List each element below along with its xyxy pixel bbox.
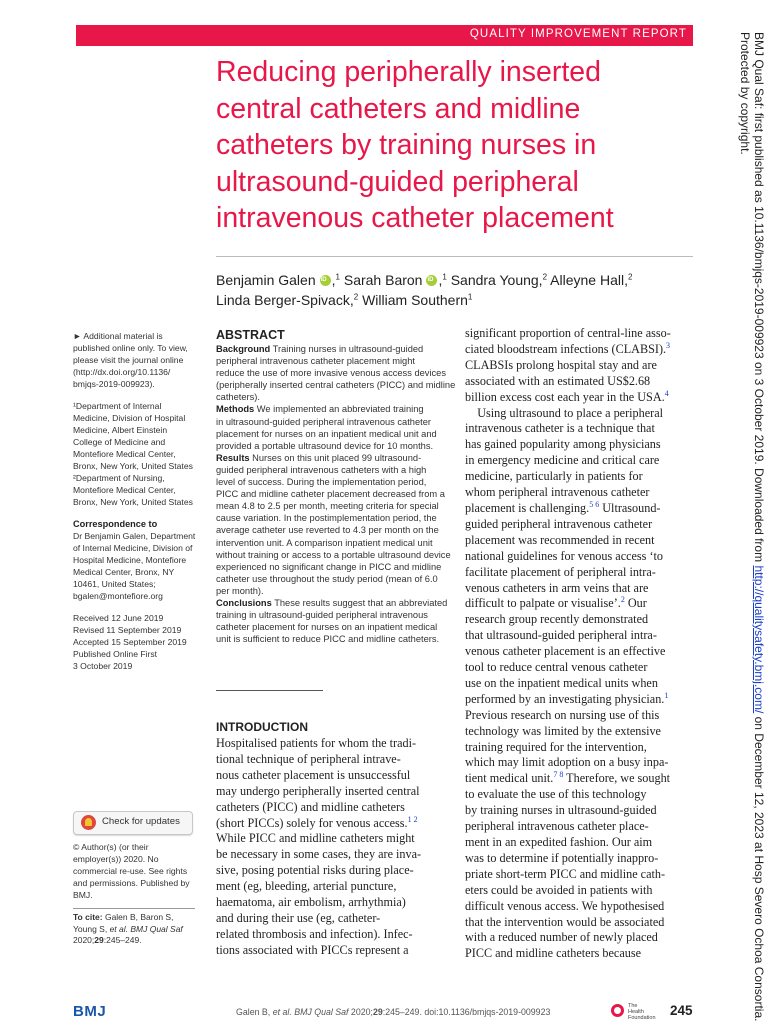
abstract-line: PICC and midline catheter placement decreased from a — [216, 489, 445, 500]
affil-line: College of Medicine and — [73, 437, 166, 447]
body-line: Previous research on nursing use of this — [465, 707, 660, 722]
cite-journal: et al. BMJ Qual Saf — [109, 923, 183, 934]
affil-line: ²Department of Nursing, — [73, 473, 165, 483]
abstract-line: reduce the use of more invasive venous access devices — [216, 368, 446, 379]
abstract-line: experienced no significant change in PICC and midline — [216, 561, 442, 572]
banner-label: QUALITY IMPROVEMENT REPORT — [469, 28, 687, 40]
abstract-line: (peripherally inserted central catheters (PICC) and midline — [216, 380, 456, 391]
reference-link[interactable]: 1 2 — [407, 814, 418, 824]
author-name[interactable]: William Southern — [362, 292, 468, 308]
cite-text: 2020; — [73, 935, 95, 945]
spacer — [73, 390, 203, 400]
cite-text: Galen B, Baron S, — [102, 912, 174, 922]
author-line — [216, 290, 632, 310]
abstract-line: intervention unit. A comparison inpatient medical unit — [216, 537, 433, 548]
body-line: billion excess cost each year in the USA. — [465, 389, 665, 404]
body-line: has gained popularity among physicians — [465, 437, 661, 452]
cite-text: Young S, — [73, 923, 110, 934]
body-line: placement is challenging. — [465, 500, 590, 515]
body-line: that the intervention would be associated — [465, 914, 665, 929]
correspondence-heading: Correspondence to — [73, 519, 158, 529]
abstract-line: level of success. During the implementation period, — [216, 477, 427, 488]
body-line: venous catheter placement is an effective — [465, 644, 666, 659]
health-foundation-logo-icon — [611, 1004, 624, 1017]
copyright-line: commercial re-use. See rights — [73, 866, 188, 876]
date-line: Accepted 15 September 2019 — [73, 637, 187, 647]
abstract-line: cause variation. In the postimplementation period, the — [216, 513, 437, 524]
affil-line: Medicine, Albert Einstein — [73, 425, 168, 435]
footer-journal: et al. BMJ Qual Saf — [272, 1007, 349, 1017]
sidebar-text: BMJ Qual Saf: first published as 10.1136/bmjqs-2019-009923 on 3 October 2019. Downloaded from — [752, 32, 766, 566]
body-line: venous catheters in arm veins that are — [465, 580, 649, 595]
section-banner — [76, 25, 693, 46]
affil-sup: 2 — [627, 272, 633, 282]
body-line: tional technique of peripheral intrave- — [216, 751, 401, 766]
introduction-section — [216, 718, 448, 959]
abstract-line: without training or access to a portable ultrasound device — [216, 549, 451, 560]
abstract-line: mean 4.8 to 2.5 per month, meeting criteria for special — [216, 501, 439, 512]
body-line: was to determine if potentially inappro- — [465, 850, 659, 865]
body-line: research group recently demonstrated — [465, 612, 649, 627]
body-line: Ultrasound- — [599, 500, 661, 515]
copyright-line: and permissions. Published by — [73, 878, 190, 888]
abstract-line: training in ultrasound-guided peripheral intravenous — [216, 610, 428, 621]
body-line: technology was limited by the extensive — [465, 723, 661, 738]
abstract-line: Training nurses in ultrasound-guided — [270, 344, 424, 354]
author-line: Benjamin GaleniD ,$^1$ Sarah BaroniD ,$^1$ Sandra Young,$^2$ Alleyne Hall,$^2$ — [216, 270, 632, 290]
download-sidebar — [736, 32, 766, 1022]
article-title — [216, 54, 696, 237]
body-line: peripheral intravenous catheter place- — [465, 819, 649, 834]
body-line: be necessary in some cases, they are inva- — [216, 847, 422, 862]
right-body-column — [465, 326, 695, 962]
author-name[interactable]: Benjamin Galen — [216, 272, 316, 288]
affil-sup: 1 — [335, 272, 340, 282]
date-line: Received 12 June 2019 — [73, 613, 164, 623]
body-line: associated with an estimated US$2.68 — [465, 373, 651, 388]
footer-text: :245–249. doi:10.1136/bmjqs-2019-009923 — [382, 1007, 551, 1017]
affil-sup: 2 — [353, 292, 359, 302]
copyright-line: © Author(s) (or their — [73, 842, 149, 852]
title-divider — [216, 256, 693, 257]
title-line: Reducing peripherally inserted — [216, 56, 601, 88]
title-line: intravenous catheter placement — [216, 202, 614, 234]
body-line: difficult venous access. We hypothesised — [465, 898, 665, 913]
note-line: bmjqs-2019-009923). — [73, 379, 155, 389]
correspondence — [73, 530, 203, 602]
body-line: eters could be avoided in patients with — [465, 882, 653, 897]
methods-label: Methods — [216, 404, 255, 415]
body-line: ment in an expedited fashion. Our aim — [465, 835, 653, 849]
orcid-icon[interactable] — [426, 275, 437, 286]
sidebar-text: on December 12, 2023 at Hosp Severo Ochoa Consortia. — [752, 713, 766, 1022]
download-notice — [738, 32, 766, 1021]
affil-line: Montefiore Medical Center, — [73, 449, 176, 459]
affil-sup: 1 — [442, 272, 447, 282]
abstract-line: catheter use throughout the study period (mean of 6.0 — [216, 573, 438, 584]
health-foundation-wordmark — [628, 1003, 656, 1021]
corr-email[interactable]: bgalen@montefiore.org — [73, 591, 163, 601]
date-line: Published Online First — [73, 649, 158, 659]
logo-word: Health — [628, 1009, 644, 1015]
sidebar-text: Protected by copyright. — [738, 32, 752, 155]
abstract-heading: ABSTRACT — [216, 328, 285, 342]
footer-text: Galen B, — [236, 1007, 273, 1017]
page-number: 245 — [670, 1003, 693, 1018]
date-line: Revised 11 September 2019 — [73, 625, 182, 635]
body-line: sive, posing potential risks during place- — [216, 863, 414, 878]
note-line: ► Additional material is — [73, 331, 163, 341]
corr-line: 10461, United States; — [73, 579, 156, 589]
body-line: catheters (PICC) and midline catheters — [216, 799, 405, 814]
citation-box — [73, 908, 195, 947]
abstract-line: per month). — [216, 585, 264, 596]
author-list — [216, 270, 632, 310]
abstract-line: Nurses on this unit placed 99 ultrasound- — [249, 452, 422, 463]
body-line: Using ultrasound to place a peripheral — [465, 405, 663, 420]
affil-line: Bronx, New York, United States — [73, 497, 193, 507]
title-line: central catheters and midline — [216, 92, 581, 125]
corr-line: Medical Center, Bronx, NY — [73, 567, 175, 577]
corr-line: Dr Benjamin Galen, Department — [73, 531, 196, 541]
body-line: ciated bloodstream infections (CLABSI). — [465, 341, 667, 356]
copyright-line: BMJ. — [73, 890, 93, 900]
author-name[interactable]: Sarah Baron — [343, 272, 423, 288]
body-line: national guidelines for venous access ‘to — [465, 548, 663, 563]
body-line: (short PICCs) solely for venous access. — [216, 815, 408, 830]
title-line: ultrasound-guided peripheral — [216, 165, 579, 198]
cite-volume: 29 — [94, 935, 104, 945]
abstract-line: peripheral intravenous catheter placement might — [216, 356, 415, 367]
abstract-line: These results suggest that an abbreviated — [271, 597, 448, 608]
abstract — [216, 328, 456, 645]
logo-word: The — [628, 1003, 638, 1009]
journal-link[interactable]: http://qualitysafety.bmj.com/ — [752, 565, 766, 714]
body-line: priate short-term PICC and midline cath- — [465, 866, 666, 881]
copyright-line: employer(s)) 2020. No — [73, 854, 159, 864]
background-label: Background — [216, 344, 271, 354]
body-line: nous catheter placement is unsuccessful — [216, 767, 411, 782]
abstract-line: catheters). — [216, 392, 260, 403]
body-line: guided peripheral intravenous catheter — [465, 516, 653, 531]
body-line: significant proportion of central-line asso- — [465, 326, 671, 340]
note-line: please visit the journal online — [73, 355, 184, 365]
body-line: with a reduced number of newly placed — [465, 930, 658, 945]
abstract-line: placement for nurses on an inpatient medical unit and — [216, 428, 437, 439]
body-line: Hospitalised patients for whom the tradi- — [216, 736, 417, 750]
footer-text: 2020; — [348, 1007, 373, 1017]
orcid-icon[interactable] — [320, 275, 331, 286]
body-line: medicine, particularly in patients for — [465, 469, 643, 484]
logo-word: Foundation — [628, 1015, 656, 1021]
author-name[interactable]: Sandra Young, — [450, 272, 543, 288]
reference-link[interactable]: 3 — [666, 340, 671, 350]
body-line: performed by an investigating physician. — [465, 691, 665, 706]
reference-link[interactable]: 2 — [620, 595, 625, 605]
additional-material-note[interactable] — [73, 330, 203, 390]
abstract-line: We implemented an abbreviated training — [254, 404, 424, 415]
corr-line: Hospital Medicine, Montefiore — [73, 555, 187, 565]
affil-line: ¹Department of Internal — [73, 401, 162, 411]
copyright-note — [73, 841, 203, 901]
body-line: While PICC and midline catheters might — [216, 831, 415, 846]
body-line: PICC and midline catheters because — [465, 946, 641, 961]
reference-link[interactable]: 1 — [664, 690, 669, 700]
affil-line: Montefiore Medical Center, — [73, 485, 176, 495]
author-name[interactable]: Linda Berger-Spivack, — [216, 292, 354, 308]
check-for-updates-label: Check for updates — [102, 816, 180, 827]
body-line: tool to reduce central venous catheter — [465, 660, 648, 675]
body-line: intravenous catheter is a technique that — [465, 421, 655, 436]
abstract-line: unit is sufficient to reduce PICC and midline catheters. — [216, 634, 440, 645]
body-line: difficult to palpate or visualise’. — [465, 596, 621, 611]
body-line: ment (eg, bleeding, arterial puncture, — [216, 879, 397, 894]
corr-line: of Internal Medicine, Division of — [73, 543, 193, 553]
body-line: training required for the intervention, — [465, 739, 647, 754]
cite-label: To cite: — [73, 912, 103, 922]
reference-link[interactable]: 4 — [664, 388, 669, 398]
reference-link[interactable]: 7 8 — [553, 770, 564, 780]
body-line: and during their use (eg, catheter- — [216, 910, 381, 925]
abstract-line: provided a portable ultrasound device for 10 months. — [216, 440, 434, 451]
body-line: CLABSIs prolong hospital stay and are — [465, 357, 657, 372]
body-line: tient medical unit. — [465, 771, 554, 786]
introduction-heading: INTRODUCTION — [216, 720, 308, 734]
body-line: Our — [624, 596, 647, 611]
abstract-line: average catheter use reverted to 4.3 per month on the — [216, 525, 439, 536]
abstract-divider — [216, 690, 323, 691]
conclusions-label: Conclusions — [216, 597, 272, 608]
body-line: tions associated with PICCs represent a — [216, 942, 409, 957]
check-for-updates-button[interactable] — [73, 811, 193, 835]
body-line: in emergency medicine and critical care — [465, 453, 660, 468]
date-line: 3 October 2019 — [73, 661, 133, 671]
body-line: Therefore, we sought — [563, 771, 671, 786]
body-line: may undergo peripherally inserted central — [216, 783, 420, 798]
body-line: use on the inpatient medical units when — [465, 675, 658, 690]
affil-sup: 2 — [542, 272, 548, 282]
abstract-line: in ultrasound-guided peripheral intravenous catheter — [216, 416, 431, 427]
note-line: (http://dx.doi.org/10.1136/ — [73, 367, 171, 377]
title-line: catheters by training nurses in — [216, 129, 597, 161]
affil-line: Bronx, New York, United States — [73, 461, 193, 471]
body-line: to evaluate the use of this technology — [465, 787, 647, 802]
body-line: which may limit adoption on a busy inpa- — [465, 755, 669, 770]
affil-line: Medicine, Division of Hospital — [73, 413, 186, 423]
crossmark-icon — [81, 815, 96, 830]
abstract-line: catheter placement for nurses on an inpatient medical — [216, 622, 438, 633]
spacer — [73, 508, 203, 518]
body-line: related thrombosis and infection). Infec- — [216, 926, 413, 941]
article-dates — [73, 612, 203, 672]
footer-citation — [236, 1007, 550, 1017]
body-line: facilitate placement of peripheral intra- — [465, 564, 656, 579]
results-label: Results — [216, 452, 250, 463]
cite-text: :245–249. — [103, 935, 142, 945]
body-line: by training nurses in ultrasound-guided — [465, 803, 657, 818]
abstract-line: guided peripheral intravenous catheters with a high — [216, 464, 427, 475]
left-margin-column — [73, 330, 203, 672]
reference-link[interactable]: 5 6 — [589, 499, 600, 509]
body-line: whom peripheral intravenous catheter — [465, 485, 650, 500]
body-line: haematoma, air embolism, arrhythmia) — [216, 895, 406, 910]
body-line: that ultrasound-guided peripheral intra- — [465, 628, 657, 643]
author-name[interactable]: Alleyne Hall, — [550, 272, 628, 288]
spacer — [73, 602, 203, 612]
note-line: published online only. To view, — [73, 343, 188, 353]
affil-sup: 1 — [467, 292, 473, 302]
footer-volume: 29 — [372, 1007, 383, 1017]
body-line: placement was recommended in recent — [465, 532, 655, 547]
affiliations — [73, 400, 203, 508]
bmj-logo: BMJ — [73, 1003, 107, 1020]
